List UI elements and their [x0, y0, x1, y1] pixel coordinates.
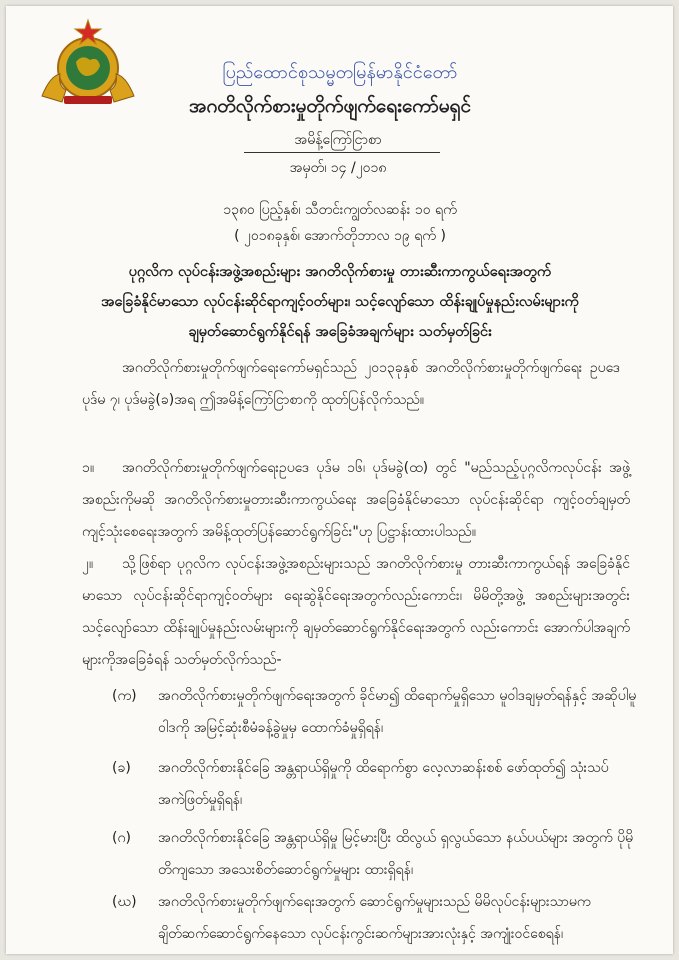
paragraph-2	[82, 548, 630, 676]
government-name: ပြည်ထောင်စုသမ္မတမြန်မာနိုင်ငံတော်	[222, 62, 458, 83]
commission-name: အဂတိလိုက်စားမှုတိုက်ဖျက်ရေးကော်မရှင်	[189, 95, 471, 117]
date-gregorian: ( ၂၀၁၈ခုနှစ်၊ အောက်တိုဘာလ ၁၉ ရက် )	[234, 228, 446, 244]
divider	[244, 152, 440, 153]
title-line-3: ချမှတ်ဆောင်ရွက်နိုင်ရန် အခြေခံအချက်များ သတ်မှတ်ခြင်း	[188, 324, 492, 340]
list-item	[112, 752, 642, 816]
list-item	[112, 680, 642, 744]
list-item-text: အဂတိလိုက်စားနိုင်ခြေ အန္တရာယ်ရှိမှု မြင့်မားပြီး ထိလွယ် ရှလွယ်သော နယ်ပယ်များ အတွက် ပိုမိုတိကျသော အသေးစိတ်ဆောင်ရွက်မှုများ ထားရှိရန်၊	[158, 830, 634, 878]
paragraph-1-number: ၁။	[82, 460, 95, 476]
list-item-label: (ခ)	[112, 760, 131, 776]
notification-type: အမိန့်ကြော်ငြာစာ	[294, 132, 382, 148]
list-item	[112, 886, 642, 950]
paragraph-2-text: သို့ဖြစ်ရာ ပုဂ္ဂလိက လုပ်ငန်းအဖွဲ့အစည်းများသည် အဂတိလိုက်စားမှု တားဆီးကာကွယ်ရန် အခြေခံနိုင်မာသော လုပ်ငန်းဆိုင်ရာကျင့်ဝတ်များ ရေးဆွဲနိုင်ရေးအတွက်လည်းကောင်း၊ မိမိတို့အဖွဲ့ အစည်းများအတွင်း သင့်လျော်သော ထိန်းချုပ်မှုနည်းလမ်းများကို ချမှတ်ဆောင်ရွက်နိုင်ရေးအတွက် လည်းကောင်း အောက်ပါအချက်များကိုအခြေခံရန် သတ်မှတ်လိုက်သည်-	[82, 556, 630, 668]
notification-number: အမှတ်၊ ၁၄ /၂၀၁၈	[289, 160, 387, 176]
paragraph-2-number: ၂။	[82, 556, 94, 572]
list-item-text: အဂတိလိုက်စားနိုင်ခြေ အန္တရာယ်ရှိမှုကို ထိရောက်စွာ လေ့လာဆန်းစစ် ဖော်ထုတ်၍ သုံးသပ်အကဲဖြတ်မှုရှိရန်၊	[158, 760, 609, 808]
list-item-text: အဂတိလိုက်စားမှုတိုက်ဖျက်ရေးအတွက် ဆောင်ရွက်မှုများသည် မိမိလုပ်ငန်းများသာမက ချိတ်ဆက်ဆောင်ရွက်နေသော လုပ်ငန်းကွင်းဆက်များအားလုံးနှင့် အကျုံးဝင်စေရန်၊	[158, 894, 591, 942]
list-item-label: (ဃ)	[112, 894, 137, 910]
intro-paragraph: အဂတိလိုက်စားမှုတိုက်ဖျက်ရေးကော်မရှင်သည် ၂၀၁၃ခုနှစ် အဂတိလိုက်စားမှုတိုက်ဖျက်ရေး ဥပဒေ ပုဒ်မ ၇၊ ပုဒ်မခွဲ(ခ)အရ ဤအမိန့်ကြော်ငြာစာကို ထုတ်ပြန်လိုက်သည်။	[82, 360, 620, 408]
paragraph-1	[82, 452, 630, 548]
paragraph-1-text: အဂတိလိုက်စားမှုတိုက်ဖျက်ရေးဥပဒေ ပုဒ်မ ၁၆၊ ပုဒ်မခွဲ(ထ) တွင် "မည်သည့်ပုဂ္ဂလိကလုပ်ငန်း အဖွဲ့အစည်းကိုမဆို အဂတိလိုက်စားမှုတားဆီးကာကွယ်ရေး အခြေခံနိုင်မာသော လုပ်ငန်းဆိုင်ရာ ကျင့်ဝတ်ချမှတ်ကျင့်သုံးစေရေးအတွက် အမိန့်ထုတ်ပြန်ဆောင်ရွက်ခြင်း"ဟု ပြဋ္ဌာန်းထားပါသည်။	[82, 460, 630, 540]
list-item	[112, 822, 642, 886]
title-line-2: အခြေခံနိုင်မာသော လုပ်ငန်းဆိုင်ရာကျင့်ဝတ်များ၊ သင့်လျော်သော ထိန်းချုပ်မှုနည်းလမ်းများကို	[101, 294, 579, 310]
list-item-text: အဂတိလိုက်စားမှုတိုက်ဖျက်ရေးအတွက် ခိုင်မာ၍ ထိရောက်မှုရှိသော မူဝါဒချမှတ်ရန်နှင့် အဆိုပါမူဝါဒကို အမြင့်ဆုံးစီမံခန့်ခွဲမှုမှ ထောက်ခံမှုရှိရန်၊	[158, 688, 637, 736]
list-item-label: (ဂ)	[112, 830, 131, 846]
title-line-1: ပုဂ္ဂလိက လုပ်ငန်းအဖွဲ့အစည်းများ အဂတိလိုက်စားမှု တားဆီးကာကွယ်ရေးအတွက်	[128, 264, 552, 280]
list-item-label: (က)	[112, 688, 137, 704]
date-myanmar: ၁၃၈၀ ပြည့်နှစ်၊ သီတင်းကျွတ်လဆန်း ၁၀ ရက်	[223, 202, 457, 218]
